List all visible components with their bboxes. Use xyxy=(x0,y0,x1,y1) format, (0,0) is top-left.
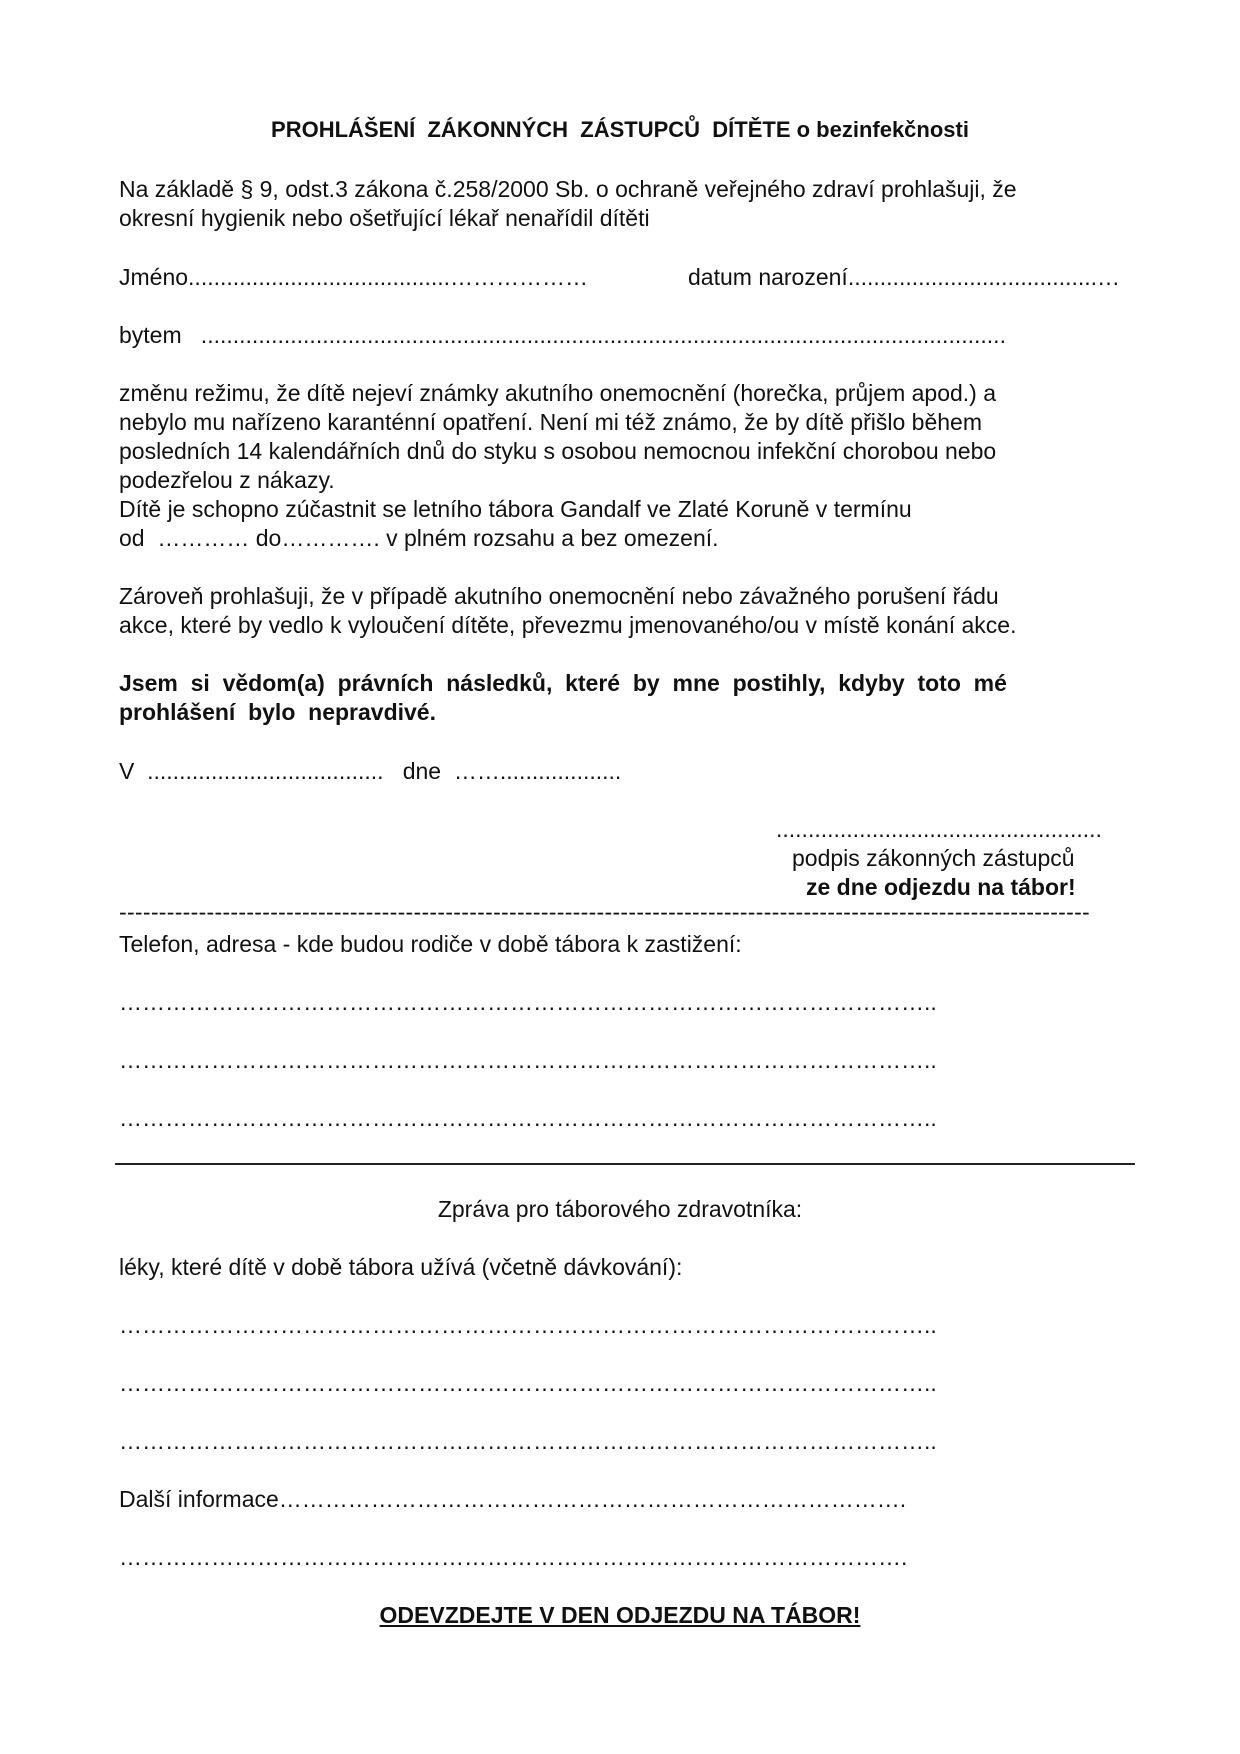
footer-instruction: ODEVZDEJTE V DEN ODJEZDU NA TÁBOR! xyxy=(379,1602,861,1628)
signature-line: ................................................... xyxy=(776,816,1102,842)
other-info-field: Další informace………………………………………………………………………. xyxy=(119,1486,907,1512)
declaration-line-1: změnu režimu, že dítě nejeví známky akutního onemocnění (horečka, průjem apod.) a xyxy=(119,380,997,406)
consequences-line-1: Jsem si vědom(a) právních následků, které by mne postihly, kdyby toto mé xyxy=(119,670,1007,696)
dashed-separator: -------------------------------------------------------------------------------------------------------------------------- xyxy=(119,899,1091,925)
intro-line-2: okresní hygienik nebo ošetřující lékař nenařídil dítěti xyxy=(119,205,650,231)
signature-note: ze dne odjezdu na tábor! xyxy=(806,874,1076,900)
name-field: Jméno.........................................……………… xyxy=(119,264,589,290)
medicine-line-3: …………………………………………………………………………………………….. xyxy=(119,1428,937,1454)
medicine-label: léky, které dítě v době tábora užívá (včetně dávkování): xyxy=(119,1254,683,1280)
birth-date-field: datum narození.......................................… xyxy=(688,264,1121,290)
section-divider xyxy=(115,1163,1135,1165)
document-title: PROHLÁŠENÍ ZÁKONNÝCH ZÁSTUPCŮ DÍTĚTE o bezinfekčnosti xyxy=(271,117,969,142)
medicine-line-1: …………………………………………………………………………………………….. xyxy=(119,1312,937,1338)
contact-label: Telefon, adresa - kde budou rodiče v době tábora k zastižení: xyxy=(119,931,742,957)
declaration-line-4: podezřelou z nákazy. xyxy=(119,467,335,493)
address-field: bytem .............................................................................................................................. xyxy=(119,322,1006,348)
medicine-line-2: …………………………………………………………………………………………….. xyxy=(119,1370,937,1396)
declaration-line-3: posledních 14 kalendářních dnů do styku s osobou nemocnou infekční chorobou nebo xyxy=(119,438,997,464)
declaration-line-6: od ………… do…………. v plném rozsahu a bez omezení. xyxy=(119,525,719,551)
intro-line-1: Na základě § 9, odst.3 zákona č.258/2000 Sb. o ochraně veřejného zdraví prohlašuji, že xyxy=(119,176,1017,202)
medic-heading: Zpráva pro táborového zdravotníka: xyxy=(437,1196,803,1222)
consequences-line-2: prohlášení bylo nepravdivé. xyxy=(119,699,436,725)
signature-label: podpis zákonných zástupců xyxy=(792,845,1075,871)
contact-line-1: …………………………………………………………………………………………….. xyxy=(119,989,937,1015)
place-date-field: V ..................................... dne ……................... xyxy=(119,758,622,784)
contact-line-2: …………………………………………………………………………………………….. xyxy=(119,1047,937,1073)
pickup-line-2: akce, které by vedlo k vyloučení dítěte, převezmu jmenovaného/ou v místě konání akce. xyxy=(119,612,1017,638)
pickup-line-1: Zároveň prohlašuji, že v případě akutního onemocnění nebo závažného porušení řádu xyxy=(119,583,999,609)
declaration-line-2: nebylo mu nařízeno karanténní opatření. Není mi též známo, že by dítě přišlo během xyxy=(119,409,982,435)
other-info-extra-line: …………………………………………………………………………………………. xyxy=(119,1544,908,1570)
declaration-line-5: Dítě je schopno zúčastnit se letního tábora Gandalf ve Zlaté Koruně v termínu xyxy=(119,496,912,522)
contact-line-3: …………………………………………………………………………………………….. xyxy=(119,1105,937,1131)
